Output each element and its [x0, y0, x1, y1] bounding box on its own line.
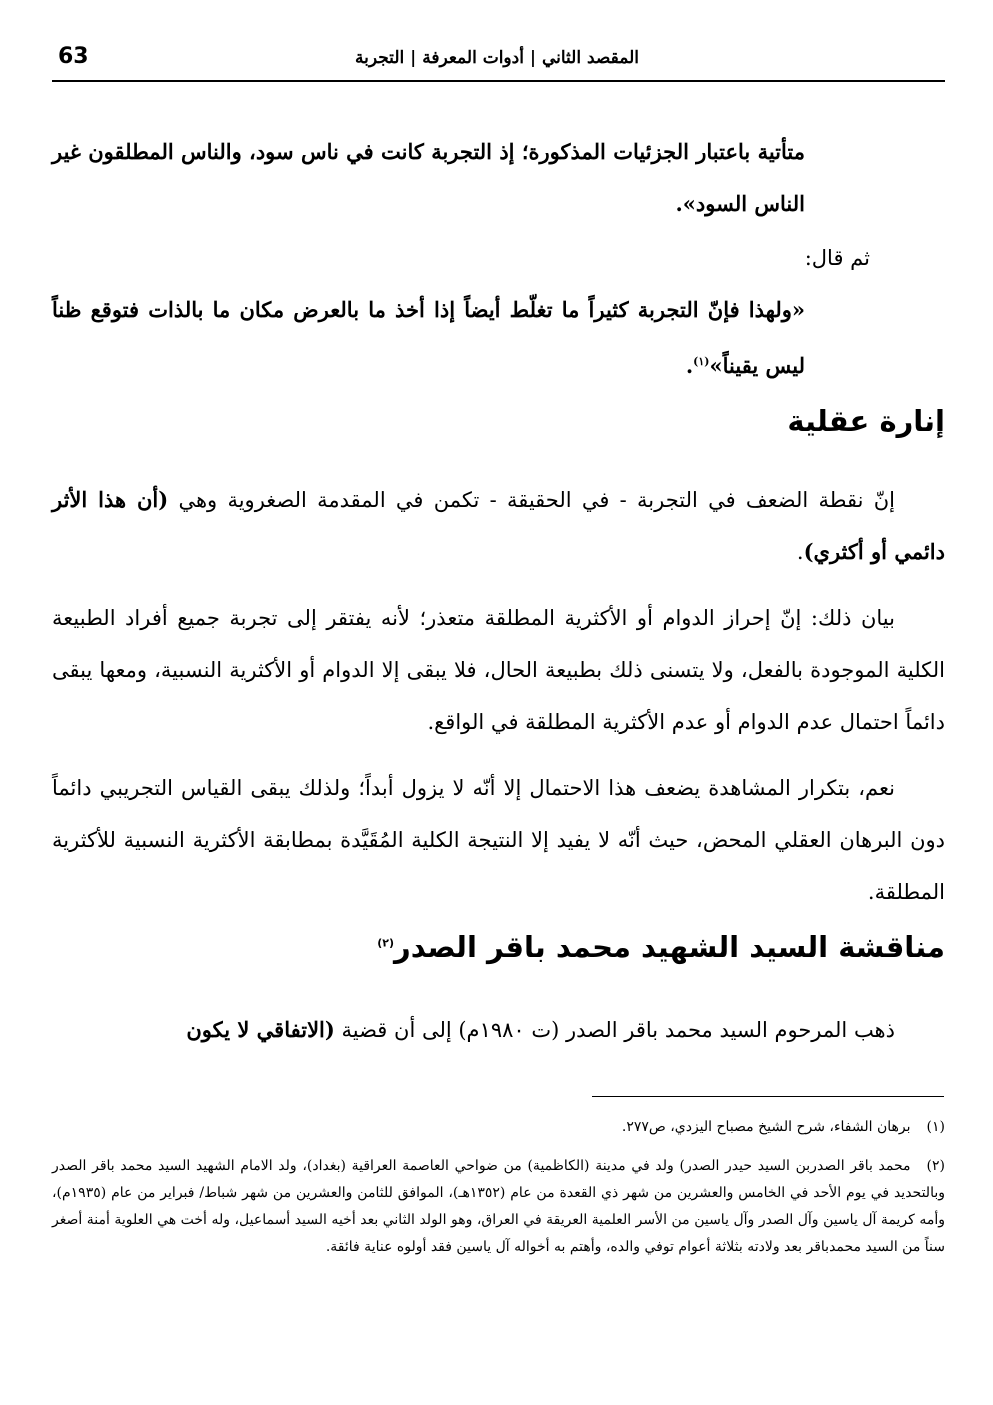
paragraph-explanation: بيان ذلك: إنّ إحراز الدوام أو الأكثرية المطلقة متعذر؛ لأنه يفتقر إلى تجربة جميع أفراد الطبيعة الكلية الموجودة بالفعل، ولا يتسنى ذلك بطبيعة الحال، فلا يبقى إلا الدوام أو الأكثرية النسبية، ومعها يبقى دائماً احتمال عدم الدوام أو عدم الأكثرية المطلقة في الواقع. [52, 606, 945, 734]
heading-text: مناقشة السيد الشهيد محمد باقر الصدر [394, 930, 945, 964]
footnote-number: (٢) [926, 1158, 945, 1174]
then-said-line: ثم قال: [804, 246, 870, 270]
page-number: 63 [58, 44, 89, 69]
footnote-rule [592, 1096, 944, 1097]
footnote-text: محمد باقر الصدربن السيد حيدر الصدر) ولد في مدينة (الكاظمية) من ضواحي العاصمة العراقية (بغداد)، ولد الامام الشهيد السيد محمد باقر الصدر وبالتحديد في يوم الأحد في الخامس والعشرين من شهر ذي القعدة من عام (١٣٥٢هـ)، الموافق للثامن والعشرين من شهر شباط/ فبراير من عام (١٩٣٥م)، وأمه كريمة آل ياسين وآل الصدر وآل ياسين من الأسر العلمية العريقة في العراق، وهو الولد الثاني بعد أخيه السيد أسماعيل، وله أخت هي العلوية أمنة أصغر سناً من السيد محمدباقر بعد ولادته بثلاثة أعوام توفي والده، وأهتم به أخواله آل ياسين فقد أولوه عناية فائقة. [52, 1158, 945, 1255]
footnote-2 [52, 1153, 945, 1261]
bold-phrase: (الاتفاقي لا يكون [186, 1017, 335, 1042]
running-head: المقصد الثاني | أدوات المعرفة | التجربة [354, 48, 639, 68]
footnote-ref-1: (١) [693, 355, 710, 368]
quote-text: «ولهذا فإنّ التجربة كثيراً ما تغلّط أيضاً إذا أخذ ما بالعرض مكان ما بالذات فتوقع ظناً ليس يقيناً» [52, 297, 806, 378]
footnote-ref-2: (٢) [377, 936, 395, 950]
footnote-number: (١) [926, 1119, 945, 1135]
paragraph-end: . [796, 540, 804, 564]
paragraph-text: إنّ نقطة الضعف في التجربة - في الحقيقة - تكمن في المقدمة الصغروية وهي [168, 488, 895, 512]
page-header [52, 40, 945, 78]
footnote-text: برهان الشفاء، شرح الشيخ مصباح اليزدي، ص٢٧٧. [621, 1119, 911, 1135]
section-heading-enlightenment: إنارة عقلية [787, 404, 945, 438]
footnotes [52, 1114, 945, 1273]
paragraph-text: ذهب المرحوم السيد محمد باقر الصدر (ت ١٩٨٠م) إلى أن قضية [334, 1018, 895, 1042]
section-heading-discussion [377, 930, 945, 964]
quote-continuation: متأتية باعتبار الجزئيات المذكورة؛ إذ التجربة كانت في ناس سود، والناس المطلقون غير الناس السود». [52, 139, 805, 216]
footnote-1 [52, 1114, 945, 1141]
paragraph-observation: نعم، بتكرار المشاهدة يضعف هذا الاحتمال إلا أنّه لا يزول أبداً؛ ولذلك يبقى القياس التجريبي دائماً دون البرهان العقلي المحض، حيث أنّه لا يفيد إلا النتيجة الكلية المُقَيَّدة بمطابقة الأكثرية النسبية للأكثرية المطلقة. [52, 776, 945, 904]
paragraph-weak-point [52, 474, 945, 578]
quote-end: . [685, 353, 694, 378]
quote-paragraph [52, 284, 945, 392]
paragraph-sadr [52, 1004, 945, 1056]
bold-phrase: (أن هذا الأثر دائمي أو أكثري) [52, 487, 945, 564]
header-rule [52, 80, 945, 82]
